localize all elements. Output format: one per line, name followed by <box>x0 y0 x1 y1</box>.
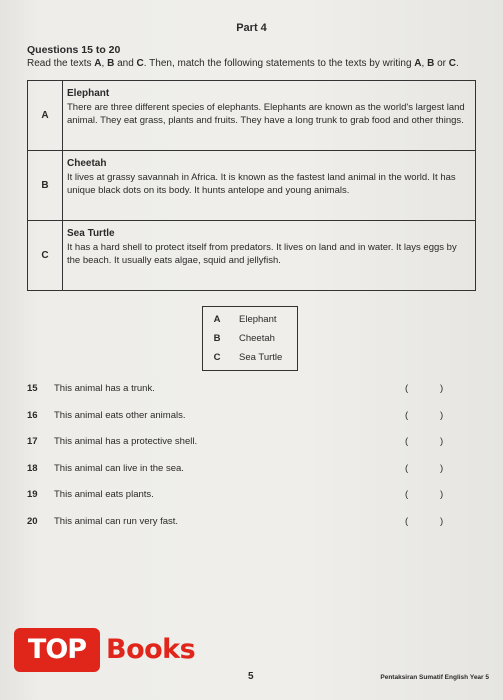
answer-blank-open[interactable]: ( <box>405 409 409 421</box>
text-letter: C <box>28 221 63 291</box>
part-title: Part 4 <box>236 22 267 34</box>
text-row-a <box>28 81 476 151</box>
key-row <box>203 329 297 348</box>
text-body <box>63 151 476 221</box>
statement-number: 20 <box>27 515 38 527</box>
text-body <box>63 221 476 291</box>
key-row <box>203 348 297 367</box>
answer-blank-close: ) <box>440 409 444 421</box>
statement-item <box>27 516 476 543</box>
answer-blank-open[interactable]: ( <box>405 515 409 527</box>
answer-blank-close: ) <box>440 489 444 500</box>
series-title: Pentaksiran Sumatif English Year 5 <box>380 674 489 681</box>
key-animal: Elephant <box>239 314 277 325</box>
answer-blank-close: ) <box>440 383 444 394</box>
key-letter: B <box>213 333 221 344</box>
topbooks-logo <box>14 628 196 672</box>
logo-top-badge: TOP <box>14 628 100 672</box>
text-row-b <box>28 151 476 221</box>
animal-name: Elephant <box>67 88 110 99</box>
page-number: 5 <box>248 671 254 682</box>
answer-blank-close: ) <box>440 515 444 527</box>
answer-blank-open[interactable]: ( <box>405 383 409 394</box>
answer-key-box <box>202 306 298 371</box>
statement-item <box>27 383 476 410</box>
animal-description: It has a hard shell to protect itself from predators. It lives on land and in water. It lays eggs by the beach. It usually eats algae, squid and jellyfish. <box>67 241 457 266</box>
statement-number: 15 <box>27 383 38 394</box>
text-letter: B <box>28 151 63 221</box>
statement-text: This animal can live in the sea. <box>54 462 184 474</box>
statement-item <box>27 410 476 437</box>
statements-list <box>27 383 476 542</box>
statement-text: This animal can run very fast. <box>54 515 179 527</box>
statement-text: This animal eats other animals. <box>54 409 186 421</box>
text-row-c <box>28 221 476 291</box>
statement-number: 16 <box>27 409 38 421</box>
answer-blank-close: ) <box>440 462 444 474</box>
animal-name: Cheetah <box>67 158 107 169</box>
answer-blank-open[interactable]: ( <box>405 462 409 474</box>
statement-number: 17 <box>27 436 38 447</box>
statement-number: 18 <box>27 462 38 474</box>
statement-text: This animal eats plants. <box>54 489 154 500</box>
animal-description: There are three different species of elephants. Elephants are known as the world's largest land animal. They eat grass, plants and fruits. They have a long trunk to grab food and other things. <box>67 101 465 126</box>
animal-name: Sea Turtle <box>67 228 115 239</box>
statement-item <box>27 436 476 463</box>
statement-item <box>27 489 476 516</box>
answer-blank-open[interactable]: ( <box>405 436 409 447</box>
animal-description: It lives at grassy savannah in Africa. It is known as the fastest land animal in the world. It has unique black dots on its body. It hunts antelope and young animals. <box>67 171 456 196</box>
animal-texts-table <box>27 80 476 291</box>
key-animal: Sea Turtle <box>239 352 283 363</box>
key-letter: A <box>213 314 221 325</box>
statement-number: 19 <box>27 489 38 500</box>
statement-text: This animal has a protective shell. <box>54 436 198 447</box>
text-body <box>63 81 476 151</box>
questions-heading: Questions 15 to 20 <box>27 44 121 56</box>
text-letter: A <box>28 81 63 151</box>
answer-blank-open[interactable]: ( <box>405 489 409 500</box>
key-animal: Cheetah <box>239 333 275 344</box>
answer-blank-close: ) <box>440 436 444 447</box>
statement-item <box>27 463 476 490</box>
logo-books-text: Books <box>106 634 196 665</box>
key-letter: C <box>213 352 221 363</box>
instruction-text: Read the texts A, B and C. Then, match the following statements to the texts by writing A, B or C. <box>27 58 459 69</box>
key-row <box>203 310 297 329</box>
statement-text: This animal has a trunk. <box>54 383 155 394</box>
